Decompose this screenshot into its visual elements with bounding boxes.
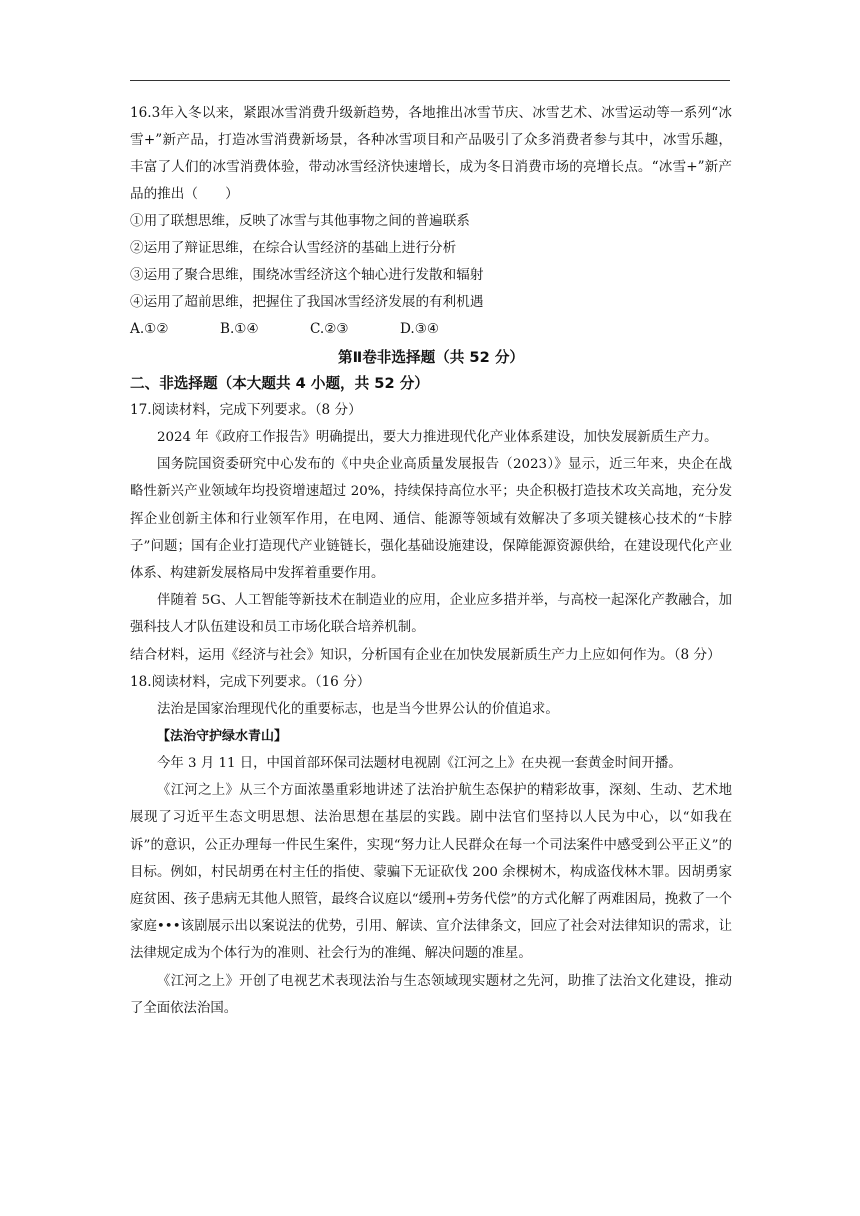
q16-item-4: ④运用了超前思维，把握住了我国冰雪经济发展的有利机遇 <box>130 294 484 310</box>
q18-paragraph-1: 今年 3 月 11 日，中国首部环保司法题材电视剧《江河之上》在央视一套黄金时间开播。 <box>157 756 682 772</box>
q16-stem: 16.3年入冬以来，紧跟冰雪消费升级新趋势，各地推出冰雪节庆、冰雪艺术、冰雪运动等一系列“冰雪+”新产品，打造冰雪消费新场景，各种冰雪项目和产品吸引了众多消费者参与其中，冰雪乐趣，丰富了人们的冰雪消费体验，带动冰雪经济快速增长，成为冬日消费市场的亮增长点。“冰雪+”新产品的推出（ ） <box>130 105 732 202</box>
q16-item-3: ③运用了聚合思维，围绕冰雪经济这个轴心进行发散和辐射 <box>130 267 484 283</box>
q18-intro: 法治是国家治理现代化的重要标志，也是当今世界公认的价值追求。 <box>157 701 559 717</box>
page-content <box>130 100 732 1022</box>
q16-option-a: A.①② <box>130 321 169 337</box>
q17-paragraph-3: 伴随着 5G、人工智能等新技术在制造业的应用，企业应多措并举，与高校一起深化产教融合，加强科技人才队伍建设和员工市场化联合培养机制。 <box>130 593 732 636</box>
q16-option-d: D.③④ <box>400 321 440 337</box>
q16-option-b: B.①④ <box>220 321 259 337</box>
header-rule <box>130 80 730 81</box>
q16-item-2: ②运用了辩证思维，在综合认雪经济的基础上进行分析 <box>130 240 457 256</box>
section-title: 第Ⅱ卷非选择题（共 52 分） <box>337 349 525 366</box>
q18-head: 18.阅读材料，完成下列要求。（16 分） <box>130 673 371 690</box>
q18-paragraph-3: 《江河之上》开创了电视艺术表现法治与生态领域现实题材之先河，助推了法治文化建设，推动了全面依法治国。 <box>130 973 732 1016</box>
part-title: 二、非选择题（本大题共 4 小题，共 52 分） <box>130 375 429 392</box>
q18-subtitle: 【法治守护绿水青山】 <box>157 728 288 744</box>
q17-head: 17.阅读材料，完成下列要求。（8 分） <box>130 402 362 418</box>
q16-option-c: C.②③ <box>310 321 349 337</box>
q17-paragraph-1: 2024 年《政府工作报告》明确提出，要大力推进现代化产业体系建设，加快发展新质生产力。 <box>157 430 718 445</box>
q17-paragraph-2: 国务院国资委研究中心发布的《中央企业高质量发展报告（2023）》显示，近三年来，央企在战略性新兴产业领域年均投资增速超过 20%，持续保持高位水平；央企积极打造技术攻关高地，充分发挥企业创新主体和行业领军作用，在电网、通信、能源等领域有效解决了多项关键核心技术的“卡脖子”问题；国有企业打造现代产业链链长，强化基础设施建设，保障能源资源供给，在建设现代化产业体系、构建新发展格局中发挥着重要作用。 <box>130 457 732 582</box>
q17-question: 结合材料，运用《经济与社会》知识，分析国有企业在加快发展新质生产力上应如何作为。（8 分） <box>130 646 721 663</box>
q18-paragraph-2: 《江河之上》从三个方面浓墨重彩地讲述了法治护航生态保护的精彩故事，深刻、生动、艺术地展现了习近平生态文明思想、法治思想在基层的实践。剧中法官们坚持以人民为中心，以“如我在诉”的意识，公正办理每一件民生案件，实现“努力让人民群众在每一个司法案件中感受到公平正义”的目标。例如，村民胡勇在村主任的指使、蒙骗下无证砍伐 200 余棵树木，构成盗伐林木罪。因胡勇家庭贫困、孩子患病无其他人照管，最终合议庭以“缓刑+劳务代偿”的方式化解了两难困局，挽救了一个家庭•••该剧展示出以案说法的优势，引用、解读、宣介法律条文，回应了社会对法律知识的需求，让法律规定成为个体行为的准则、社会行为的准绳、解决问题的准星。 <box>130 783 732 962</box>
q16-options <box>130 316 732 343</box>
q16-item-1: ①用了联想思维，反映了冰雪与其他事物之间的普遍联系 <box>130 213 470 229</box>
